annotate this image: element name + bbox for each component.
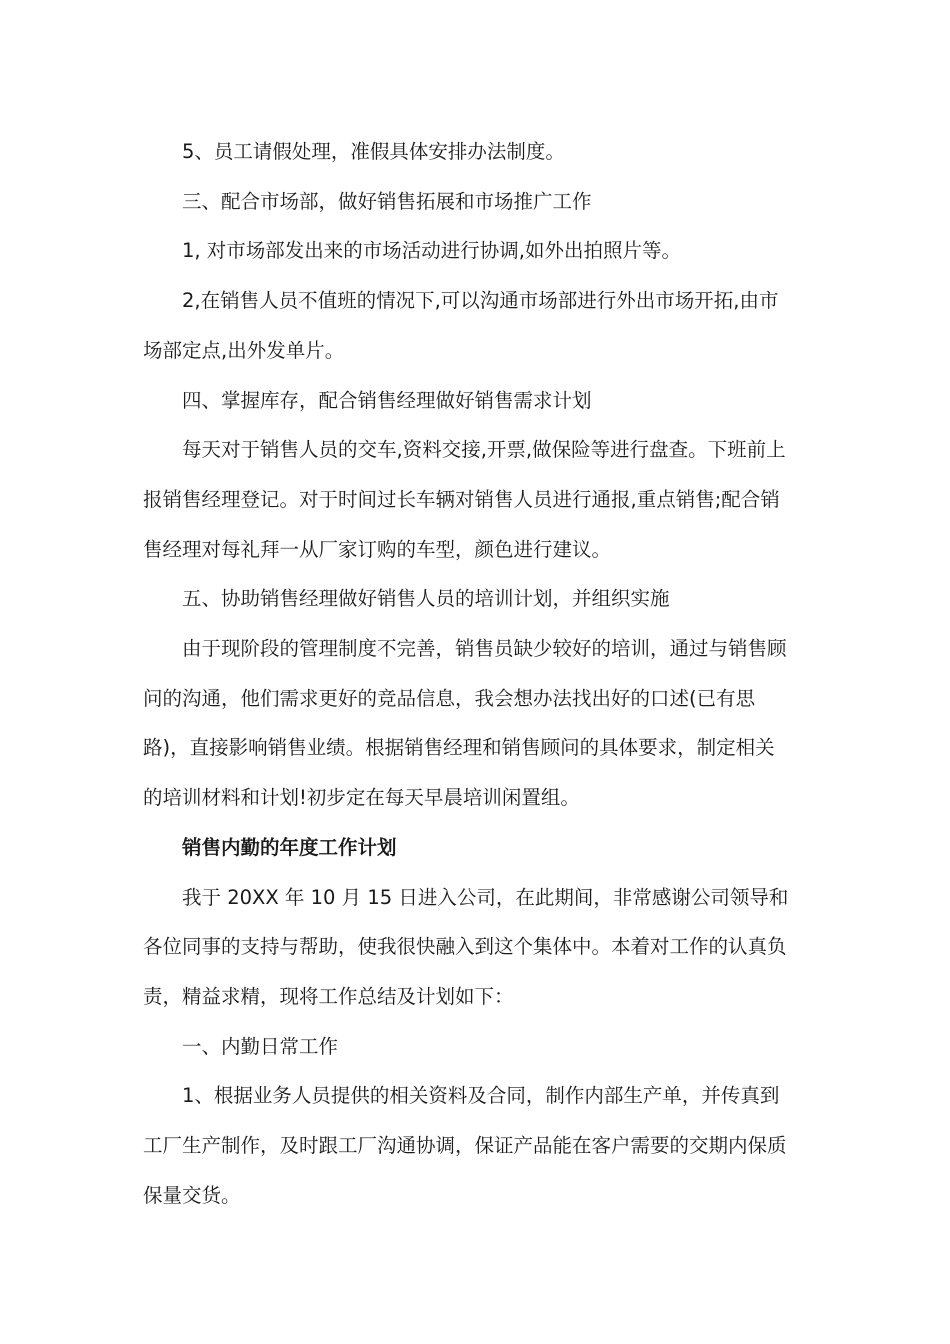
paragraph-training: 由于现阶段的管理制度不完善，销售员缺少较好的培训，通过与销售顾问的沟通，他们需求更好的竞品信息，我会想办法找出好的口述(已有思路)，直接影响销售业绩。根据销售经理和销售顾问的具体要求，制定相关的培训材料和计划!初步定在每天早晨培训闲置组。 — [143, 637, 787, 810]
section-heading-4: 四、掌握库存，配合销售经理做好销售需求计划 — [182, 388, 592, 412]
document-body — [143, 127, 793, 1220]
section-heading-3: 三、配合市场部，做好销售拓展和市场推广工作 — [182, 189, 592, 213]
section-heading-5: 五、协助销售经理做好销售人员的培训计划，并组织实施 — [182, 587, 670, 611]
section-heading-1: 一、内勤日常工作 — [182, 1034, 339, 1058]
paragraph-leave-handling: 5、员工请假处理，准假具体安排办法制度。 — [182, 140, 565, 163]
paragraph-intro: 我于 20XX 年 10 月 15 日进入公司，在此期间，非常感谢公司领导和各位同事的支持与帮助，使我很快融入到这个集体中。本着对工作的认真负责，精益求精，现将工作总结及计划如下： — [143, 885, 789, 1008]
paragraph-market-coordination: 1, 对市场部发出来的市场活动进行协调,如外出拍照片等。 — [182, 239, 682, 263]
document-title: 销售内勤的年度工作计划 — [182, 835, 397, 859]
paragraph-production-order: 1、根据业务人员提供的相关资料及合同，制作内部生产单，并传真到工厂生产制作，及时跟工厂沟通协调，保证产品能在客户需要的交期内保质保量交货。 — [143, 1084, 787, 1207]
paragraph-market-expansion: 2,在销售人员不值班的情况下,可以沟通市场部进行外出市场开拓,由市场部定点,出外发单片。 — [143, 289, 779, 362]
paragraph-daily-check: 每天对于销售人员的交车,资料交接,开票,做保险等进行盘查。下班前上报销售经理登记。对于时间过长车辆对销售人员进行通报,重点销售;配合销售经理对每礼拜一从厂家订购的车型，颜色进行建议。 — [143, 438, 786, 561]
